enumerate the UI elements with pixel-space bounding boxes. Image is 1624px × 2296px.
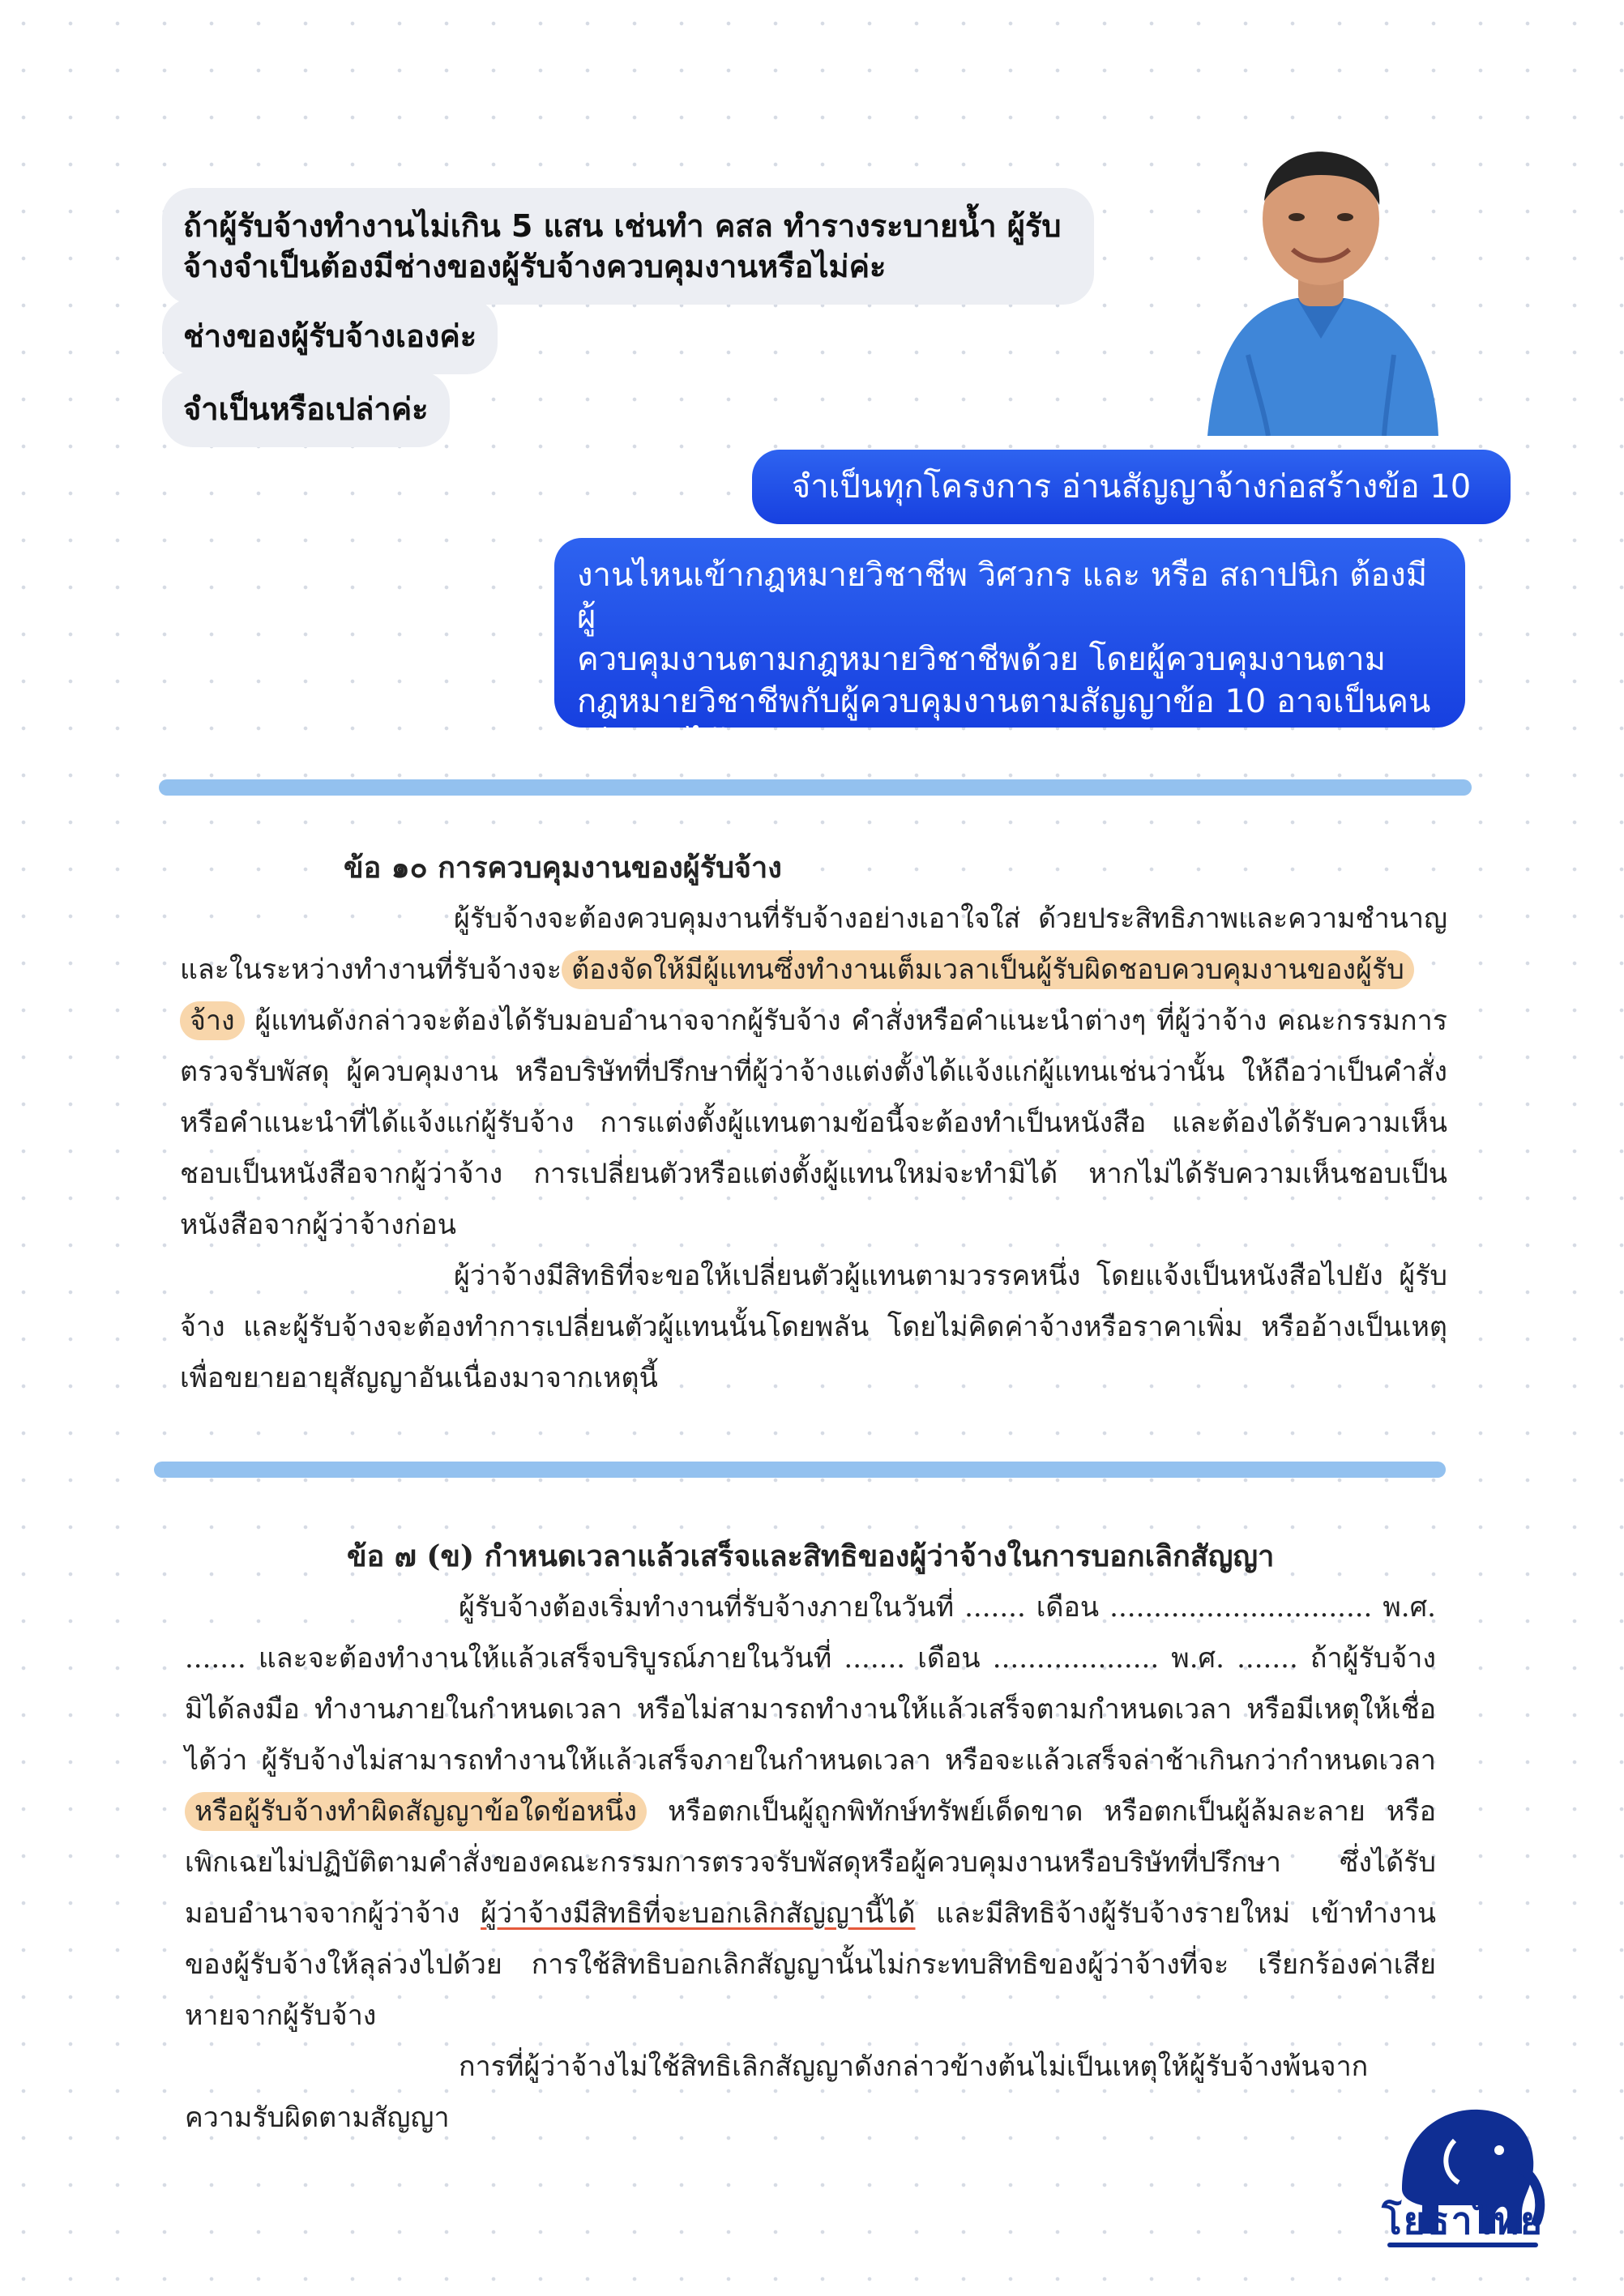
clause-paragraph — [180, 894, 1447, 1251]
message-line: ช่างของผู้รับจ้างเองค่ะ — [183, 318, 477, 354]
clause-paragraph — [185, 1582, 1436, 2042]
paragraph-text: ผู้รับจ้างต้องเริ่มทำงานที่รับจ้างภายในวันที่ ....... เดือน .............................. พ.ศ. ....... และจะต้องทำงานให้แล้วเสร็จบริบูรณ์ภายในวันที่ ....... เดือน ................... พ.ศ. ....... ถ้าผู้รับจ้างมิได้ลงมือ ทำงานภายในกำหนดเวลา หรือไม่สามารถทำงานให้แล้วเสร็จตามกำหนดเวลา หรือมีเหตุให้เชื่อได้ว่า ผู้รับจ้างไม่สามารถทำงานให้แล้วเสร็จภายในกำหนดเวลา หรือจะแล้วเสร็จล่าช้าเกินกว่ากำหนดเวลา — [185, 1591, 1436, 1777]
message-line: กฎหมายวิชาชีพกับผู้ควบคุมงานตามสัญญาข้อ 10 อาจเป็นคน — [577, 683, 1431, 720]
paragraph-text: ผู้รับจ้างจะต้องควบคุมงานที่รับจ้างอย่างเอาใจใส่ ด้วยประสิทธิภาพและความชำนาญ และในระหว่างทำงานที่รับจ้างจะ — [180, 903, 1447, 986]
message-line: ถ้าผู้รับจ้างทำงานไม่เกิน 5 แสน เช่นทำ คสล ทำรางระบายน้ำ ผู้รับ — [183, 208, 1062, 244]
paragraph-text: ผู้แทนดังกล่าวจะต้องได้รับมอบอำนาจจากผู้รับจ้าง คำสั่งหรือคำแนะนำต่างๆ ที่ผู้ว่าจ้าง คณะกรรมการตรวจรับพัสดุ ผู้ควบคุมงาน หรือบริษัทที่ปรึกษาที่ผู้ว่าจ้างแต่งตั้งได้แจ้งแก่ผู้แทนเช่นว่านั้น ให้ถือว่าเป็นคำสั่งหรือคำแนะนำที่ได้แจ้งแก่ผู้รับจ้าง การแต่งตั้งผู้แทนตามข้อนี้จะต้องทำเป็นหนังสือ และต้องได้รับความเห็นชอบเป็นหนังสือจากผู้ว่าจ้าง การเปลี่ยนตัวหรือแต่งตั้งผู้แทนใหม่จะทำมิได้ หากไม่ได้รับความเห็นชอบเป็นหนังสือจากผู้ว่าจ้างก่อน — [180, 1005, 1447, 1241]
message-line: จ้างจำเป็นต้องมีช่างของผู้รับจ้างควบคุมงานหรือไม่ค่ะ — [183, 249, 887, 284]
chat-bubble-outgoing — [752, 450, 1511, 524]
chat-bubble-outgoing — [554, 538, 1465, 762]
message-line: จำเป็นหรือเปล่าค่ะ — [183, 391, 429, 427]
chat-bubble-incoming — [162, 298, 498, 374]
clause-heading: ข้อ ๑๐ การควบคุมงานของผู้รับจ้าง — [344, 851, 782, 885]
chat-bubble-incoming — [162, 188, 1094, 305]
paragraph-text: และมีสิทธิจ้างผู้รับจ้างรายใหม่ เข้าทำงานของผู้รับจ้างให้ลุล่วงไปด้วย การใช้สิทธิบอกเลิกสัญญานั้นไม่กระทบสิทธิของผู้ว่าจ้างที่จะ เรียกร้องค่าเสียหายจากผู้รับจ้าง — [185, 1897, 1436, 2032]
section-divider — [159, 779, 1472, 796]
logo-underline — [1387, 2243, 1538, 2247]
underlined-text: ผู้ว่าจ้างมีสิทธิที่จะบอกเลิกสัญญานี้ได้ — [481, 1897, 916, 1930]
highlighted-text: ต้องจัดให้มีผู้แทนซึ่งทำงานเต็มเวลาเป็นผู้รับผิดชอบควบคุมงานของผู้รับจ้าง — [180, 950, 1414, 1040]
clause-7-section — [185, 1531, 1436, 2144]
message-line: งานไหนเข้ากฎหมายวิชาชีพ วิศวกร และ หรือ สถาปนิก ต้องมีผู้ — [577, 557, 1428, 636]
clause-paragraph: ผู้ว่าจ้างมีสิทธิที่จะขอให้เปลี่ยนตัวผู้แทนตามวรรคหนึ่ง โดยแจ้งเป็นหนังสือไปยัง ผู้รับจ้าง และผู้รับจ้างจะต้องทำการเปลี่ยนตัวผู้แทนนั้นโดยพลัน โดยไม่คิดค่าจ้างหรือราคาเพิ่ม หรืออ้างเป็นเหตุเพื่อขยายอายุสัญญาอันเนื่องมาจากเหตุนี้ — [180, 1260, 1447, 1394]
message-line: เดียวกันได้ — [577, 725, 726, 762]
paragraph-text: หรือตกเป็นผู้ถูกพิทักษ์ทรัพย์เด็ดขาด หรือตกเป็นผู้ล้มละลาย หรือเพิกเฉยไม่ปฏิบัติตามคำสั่งของคณะกรรมการตรวจรับพัสดุหรือผู้ควบคุมงานหรือบริษัทที่ปรึกษา ซึ่งได้รับมอบอำนาจจากผู้ว่าจ้าง — [185, 1795, 1436, 1930]
clause-paragraph: การที่ผู้ว่าจ้างไม่ใช้สิทธิเลิกสัญญาดังกล่าวข้างต้นไม่เป็นเหตุให้ผู้รับจ้างพ้นจาก ความรับผิดตามสัญญา — [185, 2051, 1369, 2134]
highlighted-text: หรือผู้รับจ้างทำผิดสัญญาข้อใดข้อหนึ่ง — [185, 1792, 647, 1831]
chat-bubble-incoming — [162, 371, 450, 447]
logo-text: โยธาไทย — [1382, 2199, 1544, 2243]
avatar — [1199, 144, 1442, 436]
message-line: ควบคุมงานตามกฎหมายวิชาชีพด้วย โดยผู้ควบคุมงานตาม — [577, 641, 1386, 678]
section-divider — [154, 1462, 1446, 1478]
clause-heading: ข้อ ๗ (ข) กำหนดเวลาแล้วเสร็จและสิทธิของผู้ว่าจ้างในการบอกเลิกสัญญา — [347, 1539, 1275, 1573]
clause-10-section — [180, 843, 1447, 1404]
message-line: จำเป็นทุกโครงการ อ่านสัญญาจ้างก่อสร้างข้อ 10 — [791, 468, 1472, 506]
